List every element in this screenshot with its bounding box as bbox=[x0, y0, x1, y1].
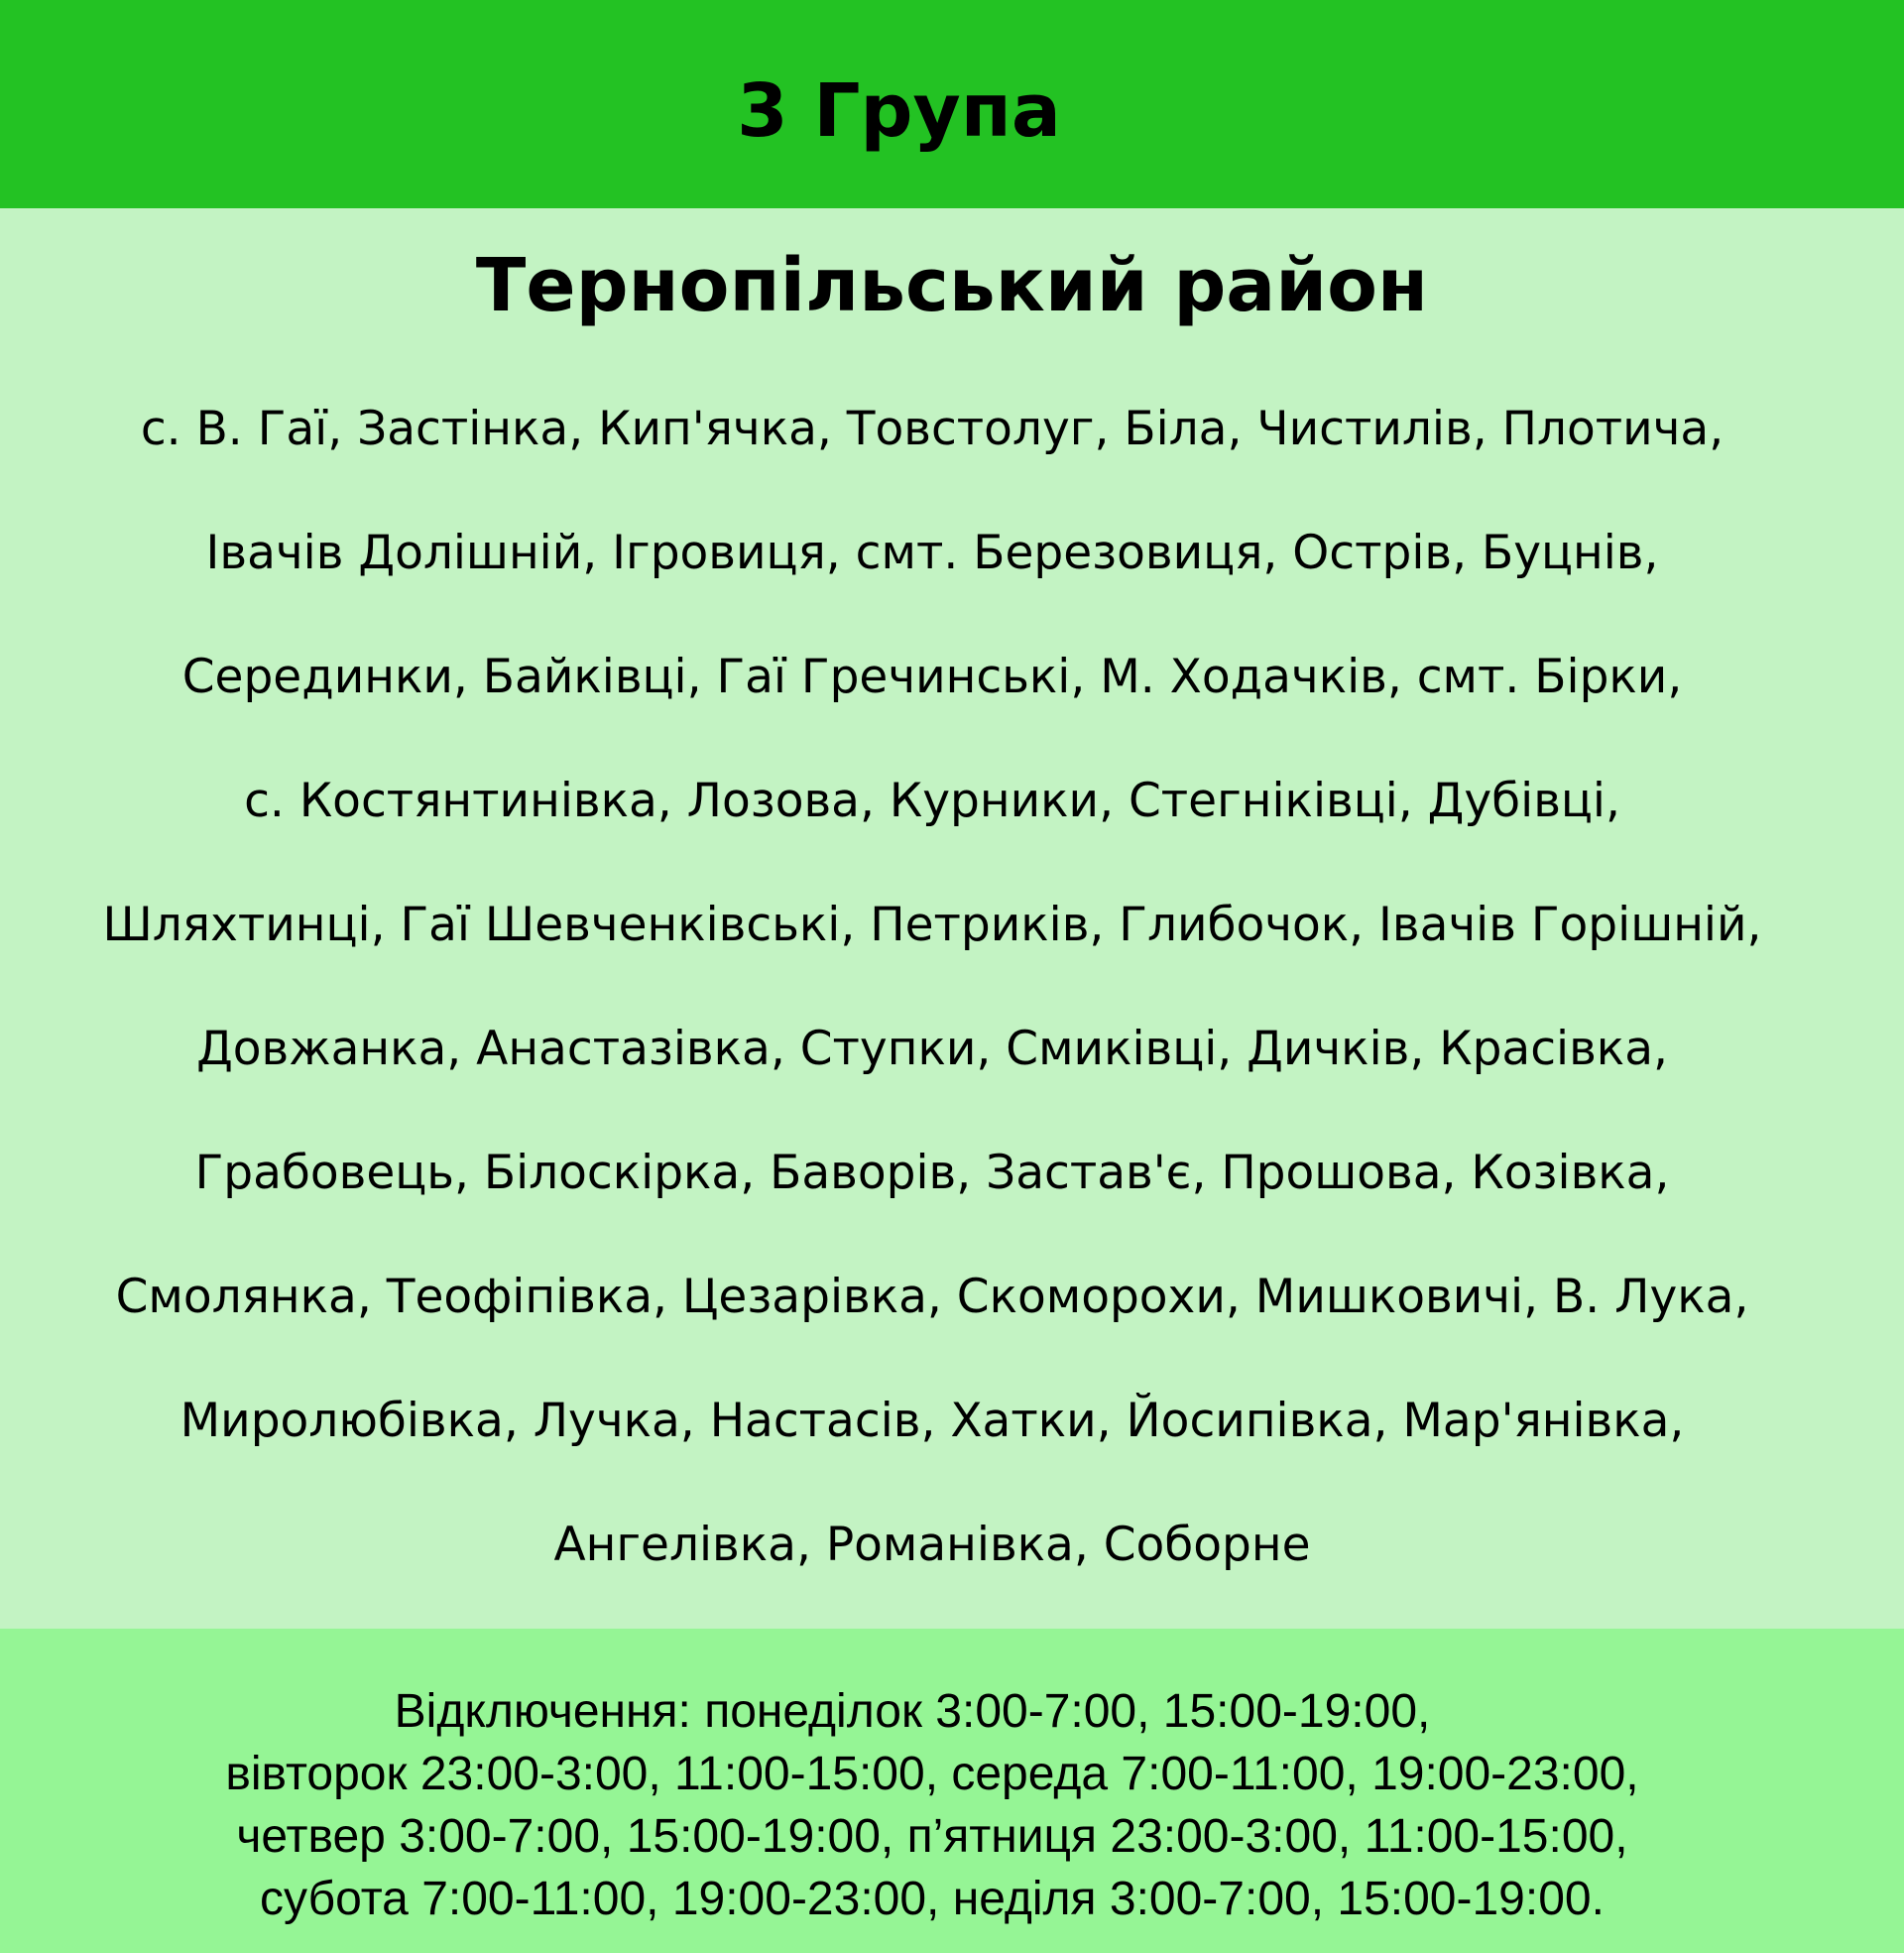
places-line: Ангелівка, Романівка, Соборне bbox=[553, 1518, 1311, 1572]
places-line: Смолянка, Теофіпівка, Цезарівка, Скоморохи, Мишковичі, В. Лука, bbox=[115, 1270, 1749, 1324]
schedule-line: Відключення: понеділок 3:00-7:00, 15:00-19:00, bbox=[394, 1685, 1431, 1738]
places-line: с. Костянтинівка, Лозова, Курники, Стегніківці, Дубівці, bbox=[244, 774, 1620, 828]
places-line: Грабовець, Білоскірка, Баворів, Застав'є, Прошова, Козівка, bbox=[194, 1146, 1670, 1200]
schedule-line: субота 7:00-11:00, 19:00-23:00, неділя 3:00-7:00, 15:00-19:00. bbox=[260, 1873, 1605, 1925]
schedule-list bbox=[0, 1680, 1864, 1930]
places-line: Серединки, Байківці, Гаї Гречинські, М. Ходачків, смт. Бірки, bbox=[181, 650, 1683, 704]
group-title: 3 Група bbox=[737, 68, 1061, 154]
schedule-line: вівторок 23:00-3:00, 11:00-15:00, середа 7:00-11:00, 19:00-23:00, bbox=[225, 1748, 1639, 1800]
outage-schedule bbox=[0, 1629, 1904, 1953]
places-line: с. В. Гаї, Застінка, Кип'ячка, Товстолуг, Біла, Чистилів, Плотича, bbox=[140, 402, 1725, 456]
places-line: Миролюбівка, Лучка, Настасів, Хатки, Йосипівка, Мар'янівка, bbox=[179, 1394, 1685, 1448]
places-line: Довжанка, Анастазівка, Ступки, Смиківці, Дичків, Красівка, bbox=[196, 1022, 1668, 1076]
district-section bbox=[0, 208, 1904, 1629]
places-line: Івачів Долішній, Ігровиця, смт. Березовиця, Острів, Буцнів, bbox=[205, 526, 1659, 580]
places-line: Шляхтинці, Гаї Шевченківські, Петриків, Глибочок, Івачів Горішній, bbox=[102, 898, 1762, 952]
district-title: Тернопільський район bbox=[475, 243, 1429, 328]
schedule-line: четвер 3:00-7:00, 15:00-19:00, п’ятниця 23:00-3:00, 11:00-15:00, bbox=[236, 1810, 1628, 1863]
group-header bbox=[0, 0, 1904, 208]
places-list bbox=[0, 367, 1864, 1607]
